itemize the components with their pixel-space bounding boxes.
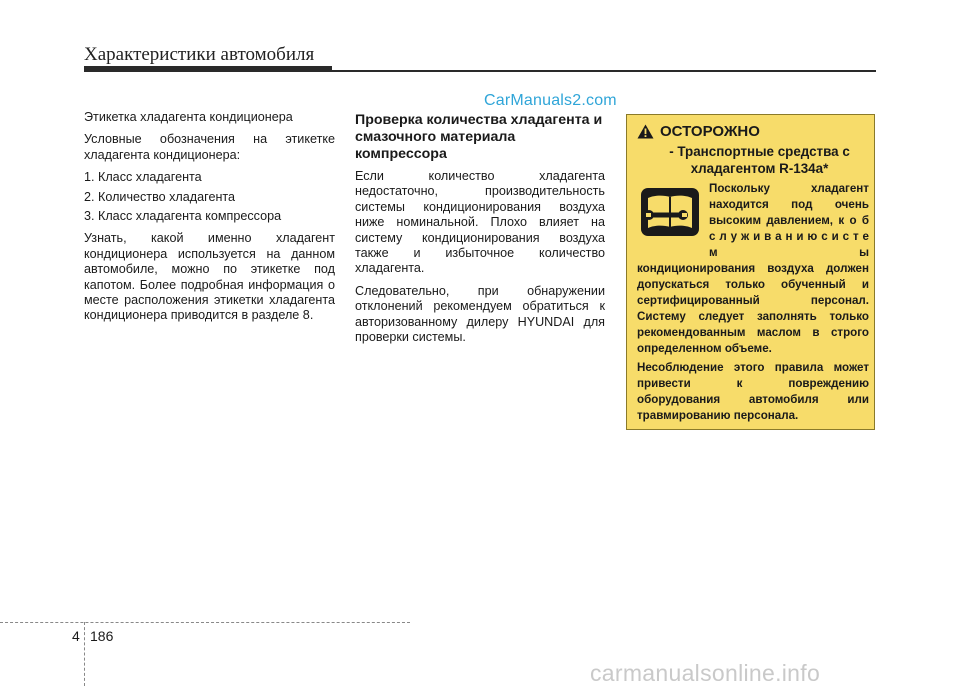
page-header-title: Характеристики автомобиля [84,44,315,65]
warning-body [637,261,869,427]
label-items-list [84,170,335,224]
footer-rule [0,622,410,623]
manual-book-wrench-icon [637,185,703,239]
footer-divider [84,622,85,686]
warning-box [626,114,875,430]
watermark-top[interactable]: CarManuals2.com [484,92,617,109]
section-heading: Проверка количества хладагента и смазочного материала компрессора [355,112,603,162]
warning-body-paragraph-2: Несоблюдение этого правила может привести к повреждению оборудования автомобиля или травмированию персонала. [637,361,869,422]
label-intro: Условные обозначения на этикетке хладагента кондиционера: [84,132,335,162]
warning-body-paragraph-1: кондиционирования воздуха должен допускаться только обученный и сертифицированный персонал. Систему следует заполнять только рекомендованным маслом в строго определенном объеме. [637,262,869,355]
label-paragraph: Узнать, какой именно хладагент кондиционера используется на данном автомобиле, можно по этикетке под капотом. Более подробная информация о месте расположения этикетки хладагента кондиционера приводится в разделе 8. [84,231,335,323]
list-item: 2. Количество хладагента [84,189,236,204]
watermark-bottom[interactable]: carmanualsonline.info [590,660,821,686]
label-heading-line: Этикетка хладагента кондиционера [84,110,293,124]
middle-column [355,110,605,352]
warning-subtitle: - Транспортные средства с хладагентом R-134a* [669,144,850,176]
header-rule-thin [332,70,876,72]
left-column [84,110,335,331]
page-number: 186 [90,628,114,644]
section-paragraph-1: Если количество хладагента недостаточно, производительность системы кондиционирования воздуха ниже номинальной. Плохо влияет на систему кондиционирования воздуха также и избыточное количество хладагента. [355,169,605,276]
warning-triangle-icon [637,124,654,139]
warning-title: ОСТОРОЖНО [660,123,760,140]
list-item: 3. Класс хладагента компрессора [84,209,282,224]
list-item: 1. Класс хладагента [84,170,202,185]
chapter-number: 4 [72,628,80,644]
warning-intro: Поскольку хладагент находится под очень высоким давлением, к о б с л у ж и в а н и ю с и с т е м ы [709,182,869,259]
header-rule-thick [84,66,332,72]
warning-title-row [637,123,760,140]
section-paragraph-2: Следовательно, при обнаружении отклонений рекомендуем обратиться к авторизованному дилеру HYUNDAI для проверки системы. [355,283,605,345]
